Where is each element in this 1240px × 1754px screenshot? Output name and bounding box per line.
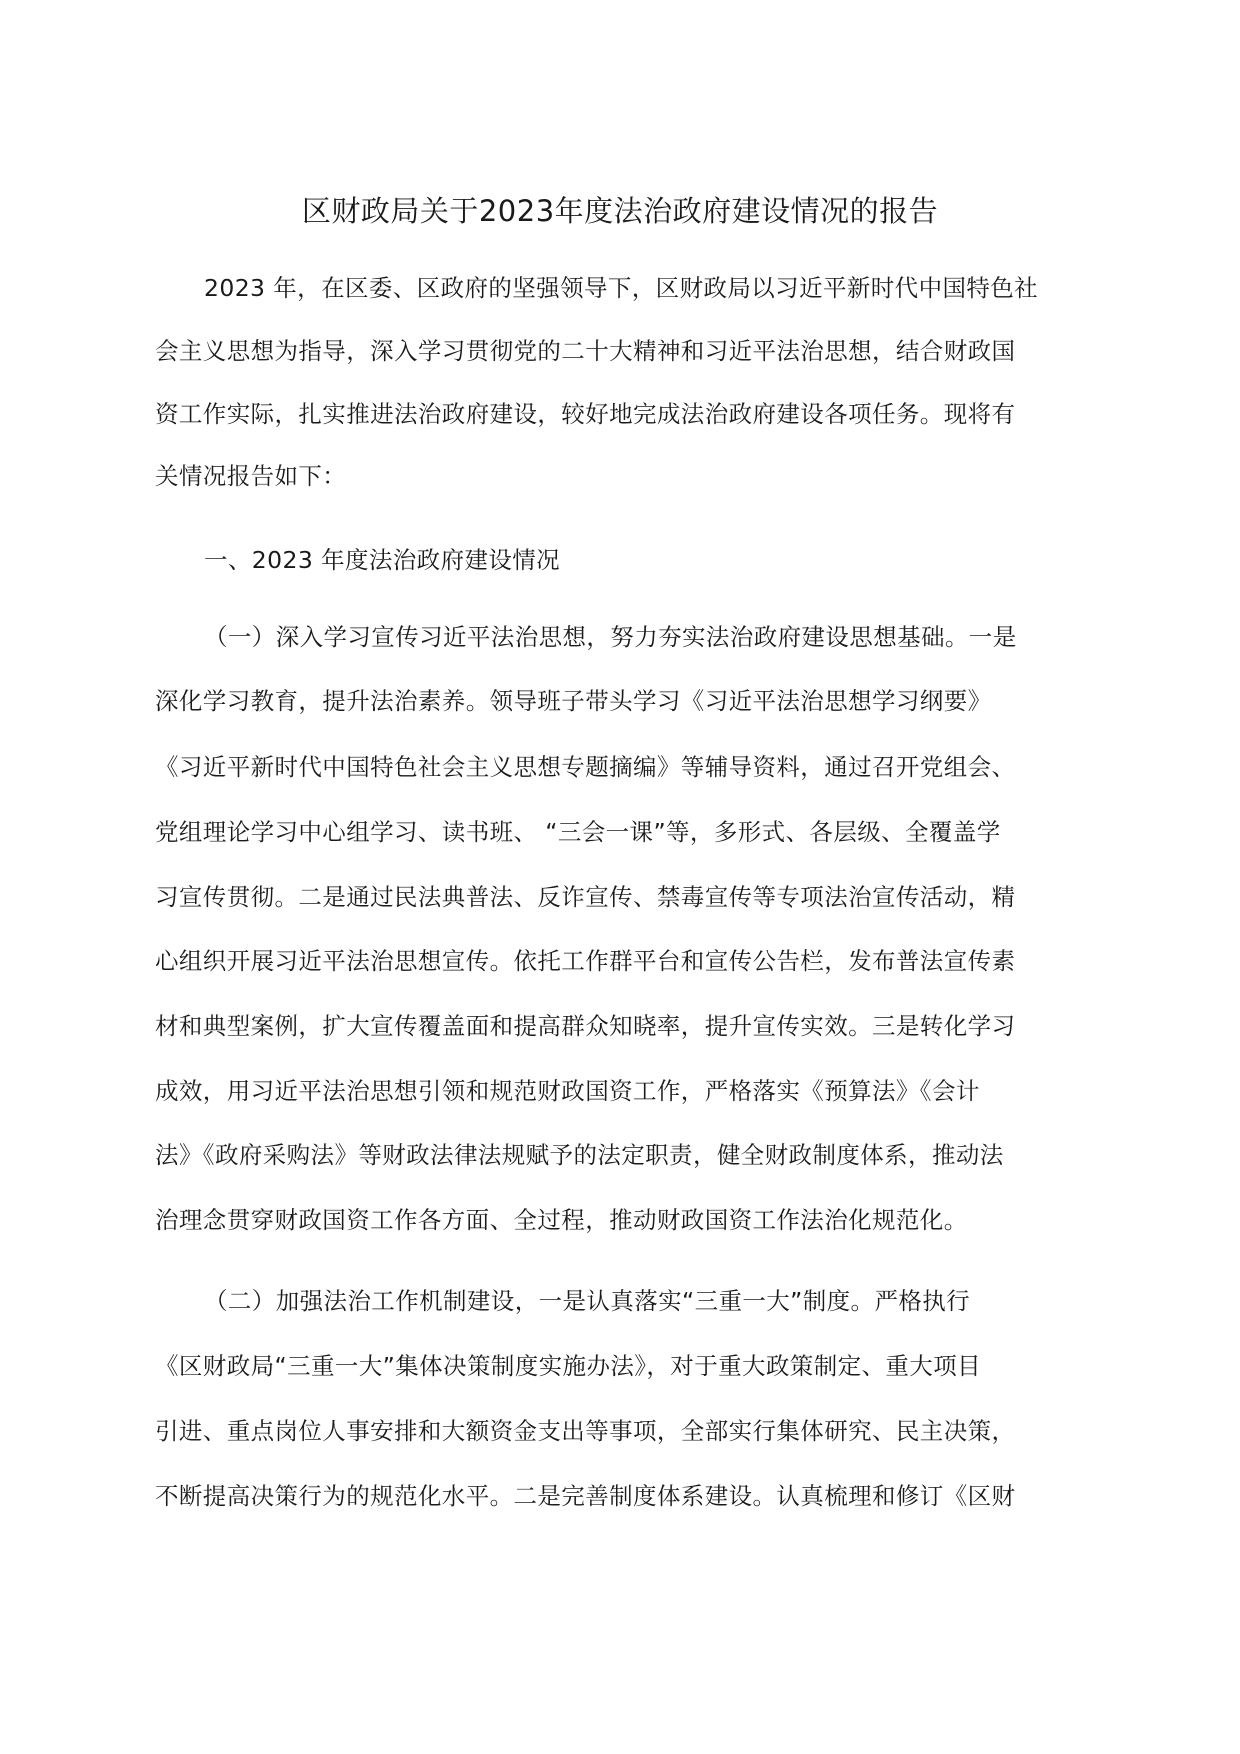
document-title: 区财政局关于2023年度法治政府建设情况的报告	[301, 194, 939, 228]
paragraph-line: 心组织开展习近平法治思想宣传。依托工作群平台和宣传公告栏，发布普法宣传素	[155, 947, 1016, 975]
paragraph-line: （一）深入学习宣传习近平法治思想，努力夯实法治政府建设思想基础。一是	[204, 623, 1017, 651]
paragraph-line: 治理念贯穿财政国资工作各方面、全过程，推动财政国资工作法治化规范化。	[155, 1206, 968, 1234]
paragraph-line: 不断提高决策行为的规范化水平。二是完善制度体系建设。认真梳理和修订《区财	[155, 1482, 1016, 1510]
paragraph-line: 《区财政局“三重一大”集体决策制度实施办法》，对于重大政策制定、重大项目	[155, 1352, 981, 1380]
paragraph-line: 深化学习教育，提升法治素养。领导班子带头学习《习近平法治思想学习纲要》	[155, 687, 992, 715]
paragraph-line: 会主义思想为指导，深入学习贯彻党的二十大精神和习近平法治思想，结合财政国	[155, 337, 1016, 365]
paragraph-line: 法》《政府采购法》等财政法律法规赋予的法定职责，健全财政制度体系，推动法	[155, 1141, 1004, 1169]
paragraph-line: 引进、重点岗位人事安排和大额资金支出等事项，全部实行集体研究、民主决策，	[155, 1417, 1016, 1445]
paragraph-line: 材和典型案例，扩大宣传覆盖面和提高群众知晓率，提升宣传实效。三是转化学习	[155, 1012, 1016, 1040]
paragraph-line: 党组理论学习中心组学习、读书班、 “三会一课”等，多形式、各层级、全覆盖学	[155, 818, 1001, 846]
paragraph-line: 习宣传贯彻。二是通过民法典普法、反诈宣传、禁毒宣传等专项法治宣传活动，精	[155, 883, 1016, 911]
paragraph-line: （二）加强法治工作机制建设，一是认真落实“三重一大”制度。严格执行	[204, 1287, 971, 1315]
paragraph-line: 关情况报告如下：	[155, 462, 347, 490]
paragraph-line: 资工作实际，扎实推进法治政府建设，较好地完成法治政府建设各项任务。现将有	[155, 400, 1016, 428]
section-heading: 一、2023 年度法治政府建设情况	[204, 546, 561, 574]
paragraph-line: 2023 年，在区委、区政府的坚强领导下，区财政局以习近平新时代中国特色社	[204, 274, 1039, 302]
paragraph-line: 《习近平新时代中国特色社会主义思想专题摘编》等辅导资料，通过召开党组会、	[155, 753, 1016, 781]
paragraph-line: 成效，用习近平法治思想引领和规范财政国资工作，严格落实《预算法》《会计	[155, 1077, 980, 1105]
